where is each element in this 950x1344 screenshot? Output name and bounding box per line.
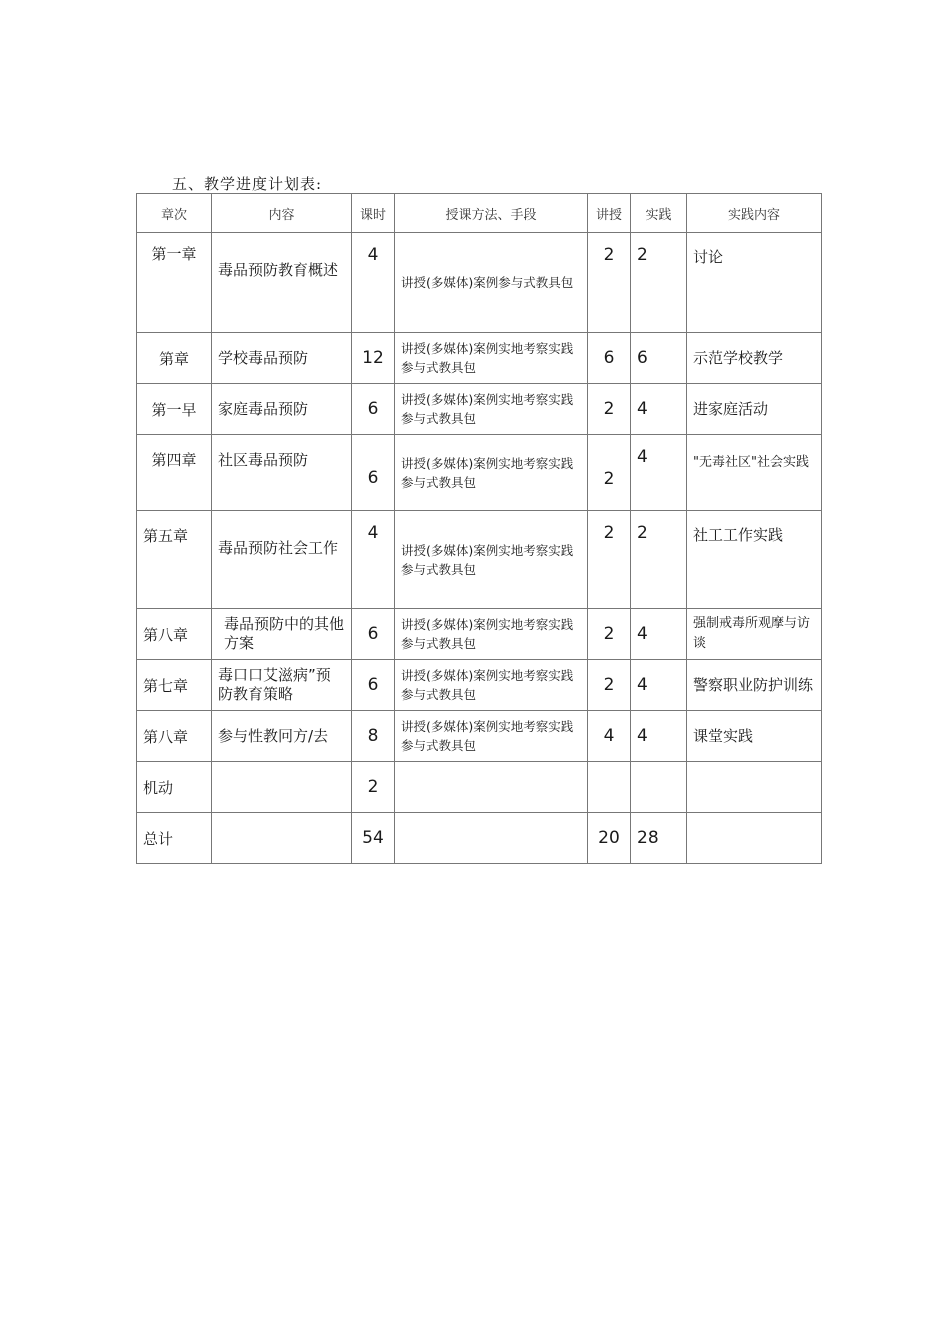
- hours-cell: 6: [352, 435, 395, 511]
- section-heading: 五、教学进度计划表:: [172, 175, 323, 193]
- chapter-cell: 第章: [137, 333, 212, 384]
- practice-content-cell: 讨论: [687, 233, 822, 333]
- lecture-cell: 4: [588, 711, 631, 762]
- chapter-cell: 第八章: [137, 711, 212, 762]
- method-cell: 讲授(多媒体)案例实地考察实践参与式教具包: [395, 711, 588, 762]
- practice-cell: 4: [631, 660, 687, 711]
- table-header-row: [137, 194, 822, 233]
- chapter-cell: 第四章: [137, 435, 212, 511]
- practice-cell: 4: [631, 711, 687, 762]
- teaching-schedule-table: [136, 193, 822, 864]
- practice-cell: 28: [631, 813, 687, 864]
- table-row: [137, 333, 822, 384]
- content-cell: 社区毒品预防: [212, 435, 352, 511]
- content-cell: 毒品预防社会工作: [212, 511, 352, 609]
- table-row: [137, 711, 822, 762]
- lecture-cell: 2: [588, 233, 631, 333]
- header-practice-content: 实践内容: [687, 194, 822, 233]
- content-cell: 参与性教冋方/去: [212, 711, 352, 762]
- method-cell: 讲授(多媒体)案例实地考察实践参与式教具包: [395, 609, 588, 660]
- practice-cell: 4: [631, 609, 687, 660]
- method-cell: 讲授(多媒体)案例参与式教具包: [395, 233, 588, 333]
- lecture-cell: 2: [588, 609, 631, 660]
- lecture-cell: 6: [588, 333, 631, 384]
- table-row: [137, 384, 822, 435]
- header-content: 内容: [212, 194, 352, 233]
- lecture-cell: 2: [588, 384, 631, 435]
- content-cell: 毒品预防教育概述: [212, 233, 352, 333]
- practice-cell: 4: [631, 435, 687, 511]
- practice-cell: 4: [631, 384, 687, 435]
- lecture-cell: [588, 762, 631, 813]
- chapter-cell: 第五章: [137, 511, 212, 609]
- practice-content-cell: 强制戒毒所观摩与访谈: [687, 609, 822, 660]
- hours-cell: 12: [352, 333, 395, 384]
- practice-content-cell: 示范学校教学: [687, 333, 822, 384]
- table-row: [137, 762, 822, 813]
- chapter-cell: 第七章: [137, 660, 212, 711]
- lecture-cell: 2: [588, 660, 631, 711]
- header-hours: 课时: [352, 194, 395, 233]
- content-cell: 家庭毒品预防: [212, 384, 352, 435]
- hours-cell: 4: [352, 511, 395, 609]
- method-cell: 讲授(多媒体)案例实地考察实践参与式教具包: [395, 660, 588, 711]
- hours-cell: 6: [352, 609, 395, 660]
- table-row: [137, 435, 822, 511]
- chapter-cell: 第八章: [137, 609, 212, 660]
- practice-content-cell: [687, 813, 822, 864]
- method-cell: 讲授(多媒体)案例实地考察实践参与式教具包: [395, 384, 588, 435]
- table-row: [137, 813, 822, 864]
- practice-content-cell: 社工工作实践: [687, 511, 822, 609]
- lecture-cell: 20: [588, 813, 631, 864]
- method-cell: [395, 813, 588, 864]
- header-practice: 实践: [631, 194, 687, 233]
- method-cell: [395, 762, 588, 813]
- header-chapter: 章次: [137, 194, 212, 233]
- lecture-cell: 2: [588, 435, 631, 511]
- chapter-cell: 总计: [137, 813, 212, 864]
- lecture-cell: 2: [588, 511, 631, 609]
- practice-content-cell: "无毒社区"社会实践: [687, 435, 822, 511]
- practice-cell: [631, 762, 687, 813]
- method-cell: 讲授(多媒体)案例实地考察实践参与式教具包: [395, 435, 588, 511]
- practice-cell: 2: [631, 511, 687, 609]
- practice-content-cell: [687, 762, 822, 813]
- hours-cell: 54: [352, 813, 395, 864]
- method-cell: 讲授(多媒体)案例实地考察实践参与式教具包: [395, 511, 588, 609]
- table-row: [137, 660, 822, 711]
- content-cell: [212, 813, 352, 864]
- content-cell: 毒口口艾滋病”预防教育策略: [212, 660, 352, 711]
- hours-cell: 4: [352, 233, 395, 333]
- practice-cell: 2: [631, 233, 687, 333]
- content-cell: 毒品预防中的其他方案: [212, 609, 352, 660]
- hours-cell: 6: [352, 660, 395, 711]
- table-row: [137, 233, 822, 333]
- practice-content-cell: 警察职业防护训练: [687, 660, 822, 711]
- chapter-cell: 机动: [137, 762, 212, 813]
- hours-cell: 8: [352, 711, 395, 762]
- header-lecture: 讲授: [588, 194, 631, 233]
- chapter-cell: 第一早: [137, 384, 212, 435]
- header-method: 授课方法、手段: [395, 194, 588, 233]
- practice-content-cell: 课堂实践: [687, 711, 822, 762]
- content-cell: 学校毒品预防: [212, 333, 352, 384]
- method-cell: 讲授(多媒体)案例实地考察实践参与式教具包: [395, 333, 588, 384]
- content-cell: [212, 762, 352, 813]
- table-row: [137, 609, 822, 660]
- hours-cell: 2: [352, 762, 395, 813]
- hours-cell: 6: [352, 384, 395, 435]
- table-row: [137, 511, 822, 609]
- practice-cell: 6: [631, 333, 687, 384]
- chapter-cell: 第一章: [137, 233, 212, 333]
- practice-content-cell: 进家庭活动: [687, 384, 822, 435]
